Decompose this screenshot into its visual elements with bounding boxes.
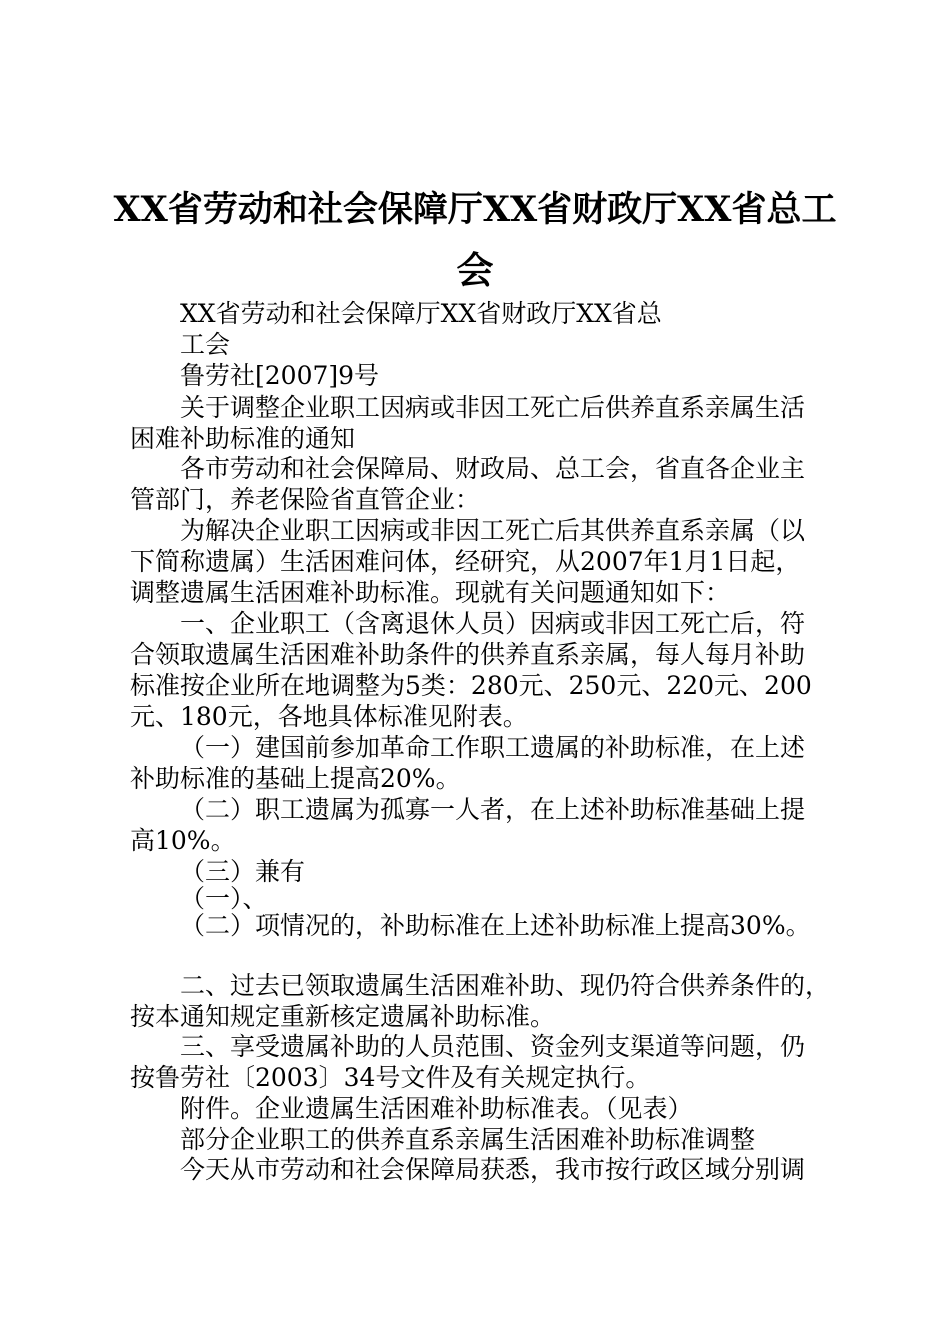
body-line: 按本通知规定重新核定遗属补助标准。 [130,1002,556,1031]
body-line: 按鲁劳社〔2003〕34号文件及有关规定执行。 [130,1063,651,1092]
document-title-line-2: 会 [456,248,494,292]
body-line: 部分企业职工的供养直系亲属生活困难补助标准调整 [180,1125,756,1154]
body-line: 调整遗属生活困难补助标准。现就有关问题通知如下： [130,578,731,607]
body-line: （一）建国前参加革命工作职工遗属的补助标准，在上述 [180,733,806,762]
body-line: （三）兼有 [180,857,306,886]
body-line: 一、企业职工（含离退休人员）因病或非因工死亡后，符 [180,609,806,638]
body-line: 附件。企业遗属生活困难补助标准表。（见表） [180,1094,693,1123]
body-line: 为解决企业职工因病或非因工死亡后其供养直系亲属（以 [180,516,806,545]
body-line: 补助标准的基础上提高20%。 [130,764,461,793]
body-line: 关于调整企业职工因病或非因工死亡后供养直系亲属生活 [180,393,806,422]
body-line: 下简称遗属）生活困难问体，经研究，从2007年1月1日起， [130,547,801,576]
body-line: （二）职工遗属为孤寡一人者，在上述补助标准基础上提 [180,795,806,824]
body-line: 元、180元，各地具体标准见附表。 [130,702,528,731]
body-line: 合领取遗属生活困难补助条件的供养直系亲属，每人每月补助 [130,640,806,669]
body-line: 工会 [180,330,231,359]
body-line: 三、享受遗属补助的人员范围、资金列支渠道等问题，仍 [180,1032,806,1061]
body-line: 管部门，养老保险省直管企业： [130,485,481,514]
body-line: XX省劳动和社会保障厅XX省财政厅XX省总 [180,299,662,328]
body-line: 二、过去已领取遗属生活困难补助、现仍符合供养条件的， [180,971,831,1000]
body-line: 高10%。 [130,826,236,855]
body-line: 今天从市劳动和社会保障局获悉，我市按行政区域分别调 [180,1155,806,1184]
body-line: （二）项情况的，补助标准在上述补助标准上提高30%。 [180,911,811,940]
document-title-line-1: XX省劳动和社会保障厅XX省财政厅XX省总工 [113,189,837,230]
body-line: 标准按企业所在地调整为5类：280元、250元、220元、200 [130,671,812,700]
body-line: （一）、 [180,884,268,913]
body-line: 鲁劳社[2007]9号 [180,361,380,390]
body-line: 困难补助标准的通知 [130,424,356,453]
body-line: 各市劳动和社会保障局、财政局、总工会，省直各企业主 [180,454,806,483]
